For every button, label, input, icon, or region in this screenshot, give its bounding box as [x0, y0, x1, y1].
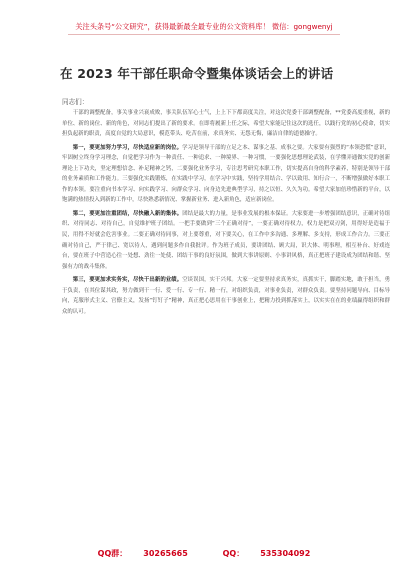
- paragraph: [62, 209, 390, 272]
- paragraph-heading: 第一，要更加努力学习，尽快适应新的岗位。: [72, 144, 183, 151]
- document-body: [62, 108, 390, 546]
- paragraph-text: 团结是最大的力量，是事业发展的根本保证。大家要进一步增强团结意识，正确对待组织、对待同志、对待自己，自觉维护班子团结。一把手要做到“三个正确对待”，一要正确对待权力，权力是把双刃剑，用得好是造福于民，用得不好就会危害事业。二要正确对待同事，对上要尊重，对下要关心，在工作中多沟通、多理解、多支持，形成工作合力。三要正确对待自己，严于律己、宽以待人，遇到问题多作自我批评。作为班子成员，要讲团结、顾大局，识大体、明事理，相互补台、好戏连台，要在班子中营造心往一处想、劲往一处使、团结干事的良好氛围，做到大事讲原则、小事讲风格，真正把班子建设成为团结和谐、坚强有力的战斗集体。: [62, 210, 390, 270]
- footer-contact: [0, 548, 408, 562]
- paragraph-text: 学习是领导干部的立足之本、谋事之基、成事之要。大家要有强烈的“本领恐慌”意识，牢固树立终身学习理念，自觉把学习作为一种责任、一种追求、一种境界、一种习惯，一要强化思想理论武装，在学懂弄通做实党的创新理论上下功夫，坚定理想信念、补足精神之钙，二要强化业务学习，专注思考研究本职工作，切实提高自身的科学素养，特别是领导干部的业务素质和工作能力。三要强化实践锻炼，在实践中学习，在学习中实践，坚持学用结合、学以致用、知行合一，不断增强做好本职工作的本领。要注重向书本学习、向实践学习、向群众学习、向身边先进典型学习，持之以恒、久久为功。希望大家加倍珍惜新的平台，以饱满的热情投入到新的工作中，尽快熟悉新情况、掌握新业务、进入新角色，适应新岗位。: [62, 144, 390, 204]
- document-title: 在 2023 年干部任职命令暨集体谈话会上的讲话: [60, 66, 334, 81]
- qq-contact: [215, 549, 319, 558]
- paragraph: [62, 143, 390, 206]
- header-banner: 关注头条号“公文研究”，获得最新最全最专业的公文资料库！ 微信：gongwenyj: [68, 20, 340, 35]
- paragraph-text: 干部的调整配备，事关事业兴衰成败，事关队伍军心士气，上上下下都高度关注，对这次党委干部调整配备，**党委高度重视，新的单位、新的岗位、新的角色，对同志们提出了新的要求。在即将履新上任之际，希望大家能记住这次的选任，以践行党的初心使命，切实担负起新的职责，高度自觉的大局意识，模范带头、吃苦在前，求真务实、无怨无悔，廉洁自律的道德操守。: [62, 110, 390, 138]
- qq-group-number: 30265665: [143, 549, 188, 558]
- qq-group: [90, 549, 196, 558]
- qq-label: QQ：: [222, 549, 245, 558]
- paragraph-heading: 第二，要更加注重团结，尽快融入新的集体。: [72, 210, 183, 217]
- paragraph: [62, 108, 390, 140]
- qq-group-label: QQ群：: [97, 549, 128, 558]
- paragraph-heading: 第三，要更加求实务实，尽快干出新的业绩。: [72, 277, 183, 284]
- paragraph-text: 空谈误国，实干兴邦。大家一定要坚持求真务实，真抓实干，脚踏实地，敢于担当，勇于负责，在其位谋其政，努力做到干一行、爱一行、专一行、精一行，对组织负责，对事业负责，对群众负责。要坚持问题导向、目标导向，克服形式主义、官僚主义，发扬“钉钉子”精神，真正把心思用在干事创业上，把精力投到抓落实上，以实实在在的业绩赢得组织和群众的认可。: [62, 277, 390, 315]
- qq-number: 535304092: [260, 549, 311, 558]
- greeting: 同志们：: [62, 98, 89, 106]
- paragraph: [62, 275, 390, 317]
